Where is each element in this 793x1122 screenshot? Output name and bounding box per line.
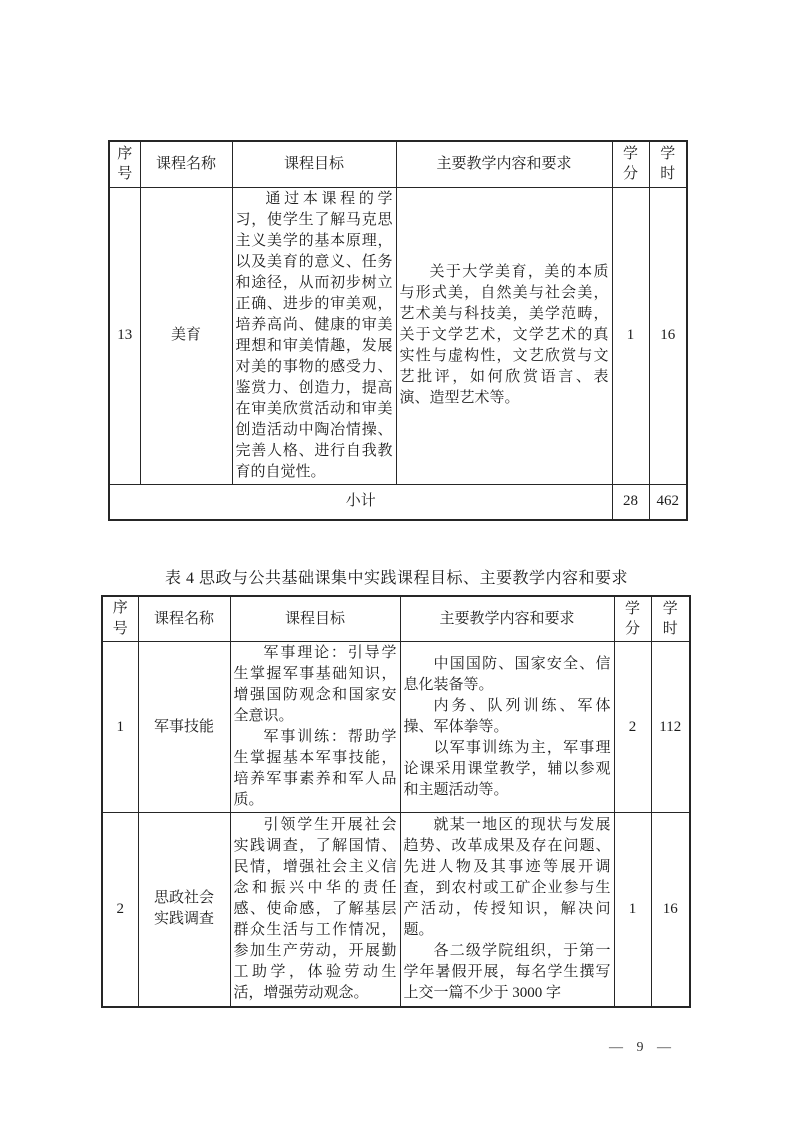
header-credits: 学分 bbox=[614, 596, 651, 642]
cell-serial-number: 2 bbox=[102, 813, 138, 1007]
subtotal-label: 小计 bbox=[109, 484, 612, 520]
cell-hours: 112 bbox=[651, 642, 690, 813]
cell-hours: 16 bbox=[651, 813, 690, 1007]
paragraph: 中国国防、国家安全、信息化装备等。 bbox=[403, 655, 611, 693]
cell-main-content bbox=[396, 187, 612, 484]
subtotal-credits: 28 bbox=[612, 484, 649, 520]
cell-serial-number: 1 bbox=[102, 642, 138, 813]
subtotal-hours: 462 bbox=[649, 484, 687, 520]
cell-credits: 2 bbox=[614, 642, 651, 813]
header-credits: 学分 bbox=[612, 141, 649, 187]
table4-practice-courses bbox=[101, 595, 691, 1008]
cell-credits: 1 bbox=[614, 813, 651, 1007]
header-course-objective: 课程目标 bbox=[232, 141, 396, 187]
table-row-1-military-skills bbox=[102, 642, 690, 813]
header-hours: 学时 bbox=[649, 141, 687, 187]
cell-credits: 1 bbox=[612, 187, 649, 484]
table-row-2-social-practice-survey bbox=[102, 813, 690, 1007]
cell-main-content bbox=[400, 642, 614, 813]
header-course-name: 课程名称 bbox=[138, 596, 230, 642]
paragraph: 内务、队列训练、军体操、军体拳等。 bbox=[403, 697, 611, 735]
header-course-objective: 课程目标 bbox=[230, 596, 400, 642]
header-course-name: 课程名称 bbox=[140, 141, 232, 187]
paragraph: 军事训练：帮助学生掌握基本军事技能，培养军事素养和军人品质。 bbox=[233, 729, 397, 808]
paragraph: 各二级学院组织，于第一学年暑假开展，每名学生撰写上交一篇不少于 3000 字 bbox=[403, 942, 611, 1001]
cell-serial-number: 13 bbox=[109, 187, 140, 484]
table-header-row bbox=[109, 141, 687, 187]
course-table-continued bbox=[108, 140, 688, 521]
table4-caption: 表 4 思政与公共基础课集中实践课程目标、主要教学内容和要求 bbox=[164, 570, 628, 587]
paragraph: 关于大学美育，美的本质与形式美，自然美与社会美，艺术美与科技美，美学范畴，关于文学艺术，文学艺术的真实性与虚构性，文艺欣赏与文艺批评，如何欣赏语言、表演、造型艺术等。 bbox=[399, 264, 609, 406]
header-serial-number: 序号 bbox=[109, 141, 140, 187]
page-number: — 9 — bbox=[609, 1040, 671, 1055]
paragraph: 通过本课程的学习，使学生了解马克思主义美学的基本原理，以及美育的意义、任务和途径，从而初步树立正确、进步的审美观，培养高尚、健康的审美理想和审美情趣，发展对美的事物的感受力、鉴赏力、创造力，提高在审美欣赏活动和审美创造活动中陶冶情操、完善人格、进行自我教育的自觉性。 bbox=[235, 190, 393, 480]
subtotal-row bbox=[109, 484, 687, 520]
header-main-content: 主要教学内容和要求 bbox=[400, 596, 614, 642]
cell-hours: 16 bbox=[649, 187, 687, 484]
paragraph: 引领学生开展社会实践调查，了解国情、民情，增强社会主义信念和振兴中华的责任感、使命感，了解基层群众生活与工作情况，参加生产劳动，开展勤工助学，体验劳动生活，增强劳动观念。 bbox=[233, 816, 397, 1001]
cell-course-name: 美育 bbox=[140, 187, 232, 484]
cell-course-name: 军事技能 bbox=[138, 642, 230, 813]
paragraph: 就某一地区的现状与发展趋势、改革成果及存在问题、先进人物及其事迹等展开调查，到农村或工矿企业参与生产活动，传授知识，解决问题。 bbox=[403, 816, 611, 938]
header-hours: 学时 bbox=[651, 596, 690, 642]
paragraph: 军事理论：引导学生掌握军事基础知识，增强国防观念和国家安全意识。 bbox=[233, 645, 397, 724]
cell-course-objective bbox=[230, 642, 400, 813]
table-header-row bbox=[102, 596, 690, 642]
table-row-13-aesthetic-education bbox=[109, 187, 687, 484]
cell-main-content bbox=[400, 813, 614, 1007]
cell-course-objective bbox=[230, 813, 400, 1007]
cell-course-objective bbox=[232, 187, 396, 484]
cell-course-name: 思政社会实践调查 bbox=[138, 813, 230, 1007]
header-serial-number: 序号 bbox=[102, 596, 138, 642]
paragraph: 以军事训练为主，军事理论课采用课堂教学，辅以参观和主题活动等。 bbox=[403, 739, 611, 798]
header-main-content: 主要教学内容和要求 bbox=[396, 141, 612, 187]
